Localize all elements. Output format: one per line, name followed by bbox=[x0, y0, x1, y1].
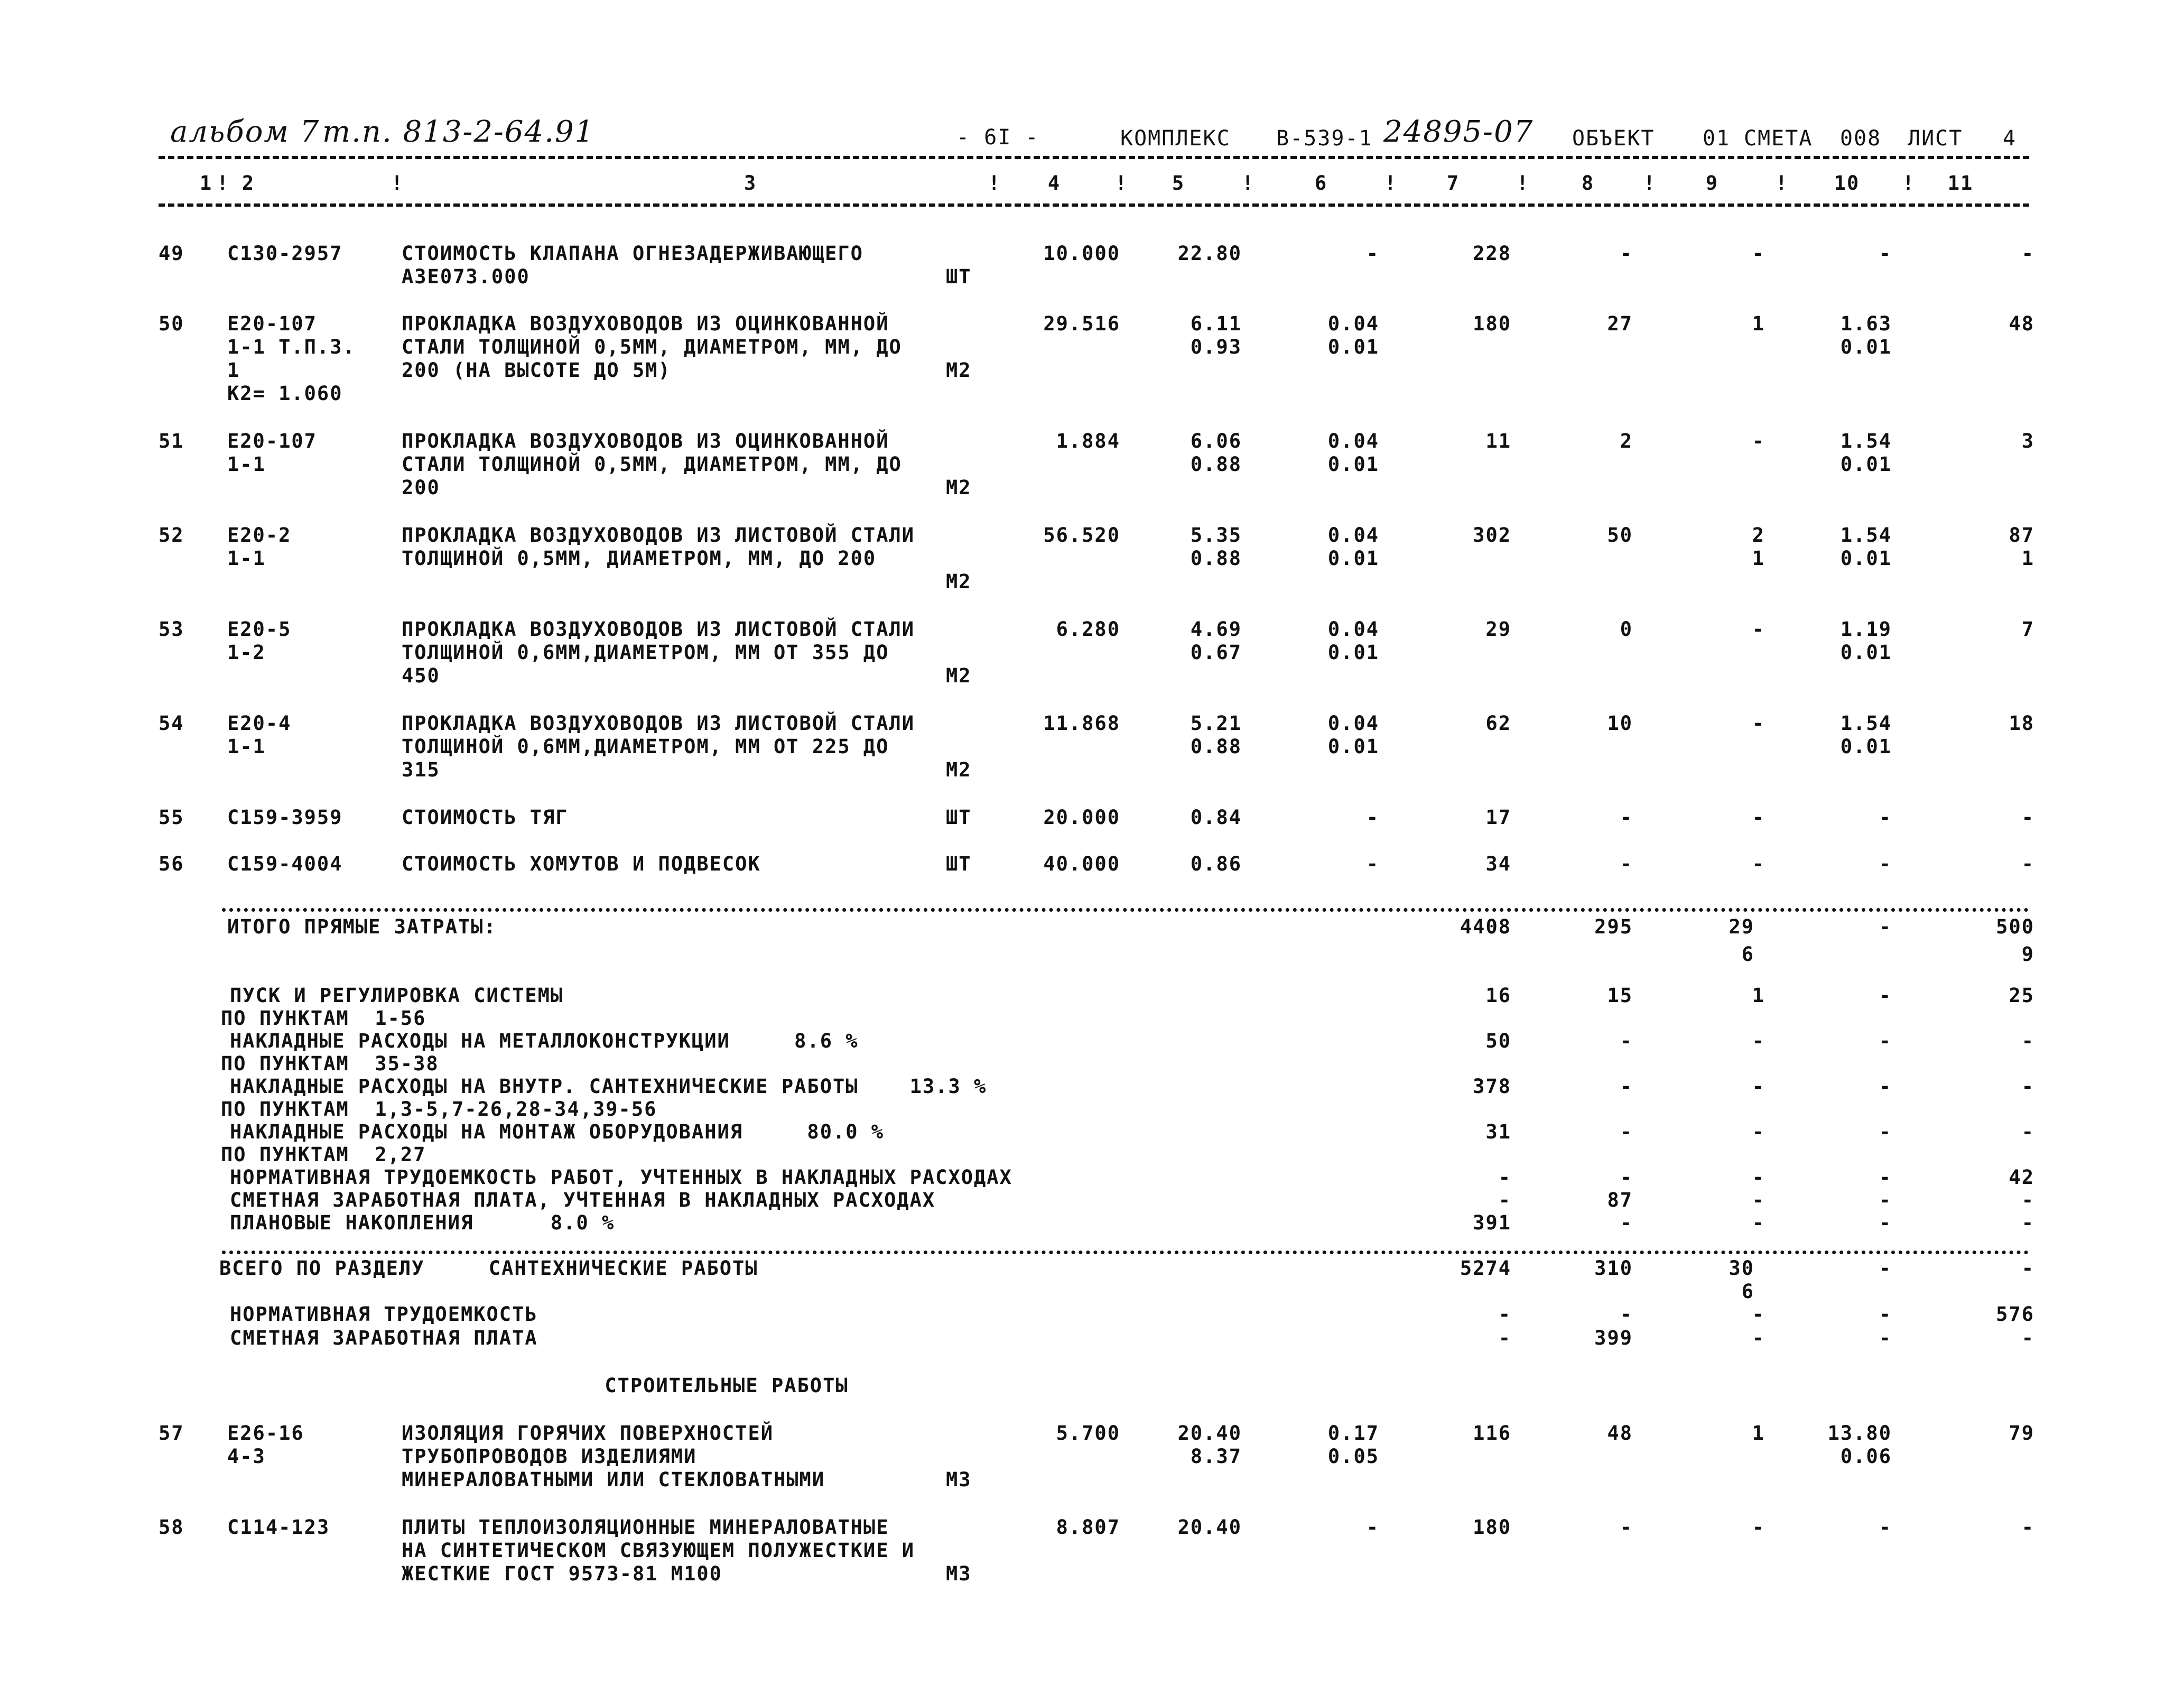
item-c6: 0.01 bbox=[1327, 453, 1379, 476]
item-number: 53 bbox=[159, 618, 184, 641]
item-c5: 0.84 bbox=[1190, 806, 1242, 829]
column-number-10: 10 bbox=[1834, 172, 1860, 195]
column-number-4: 4 bbox=[1047, 172, 1061, 195]
item-quantity: 1.884 bbox=[1056, 430, 1120, 452]
summary-c10: - bbox=[1879, 1211, 1892, 1234]
column-number-6: 6 bbox=[1314, 172, 1328, 195]
section-total-c7: 5274 bbox=[1460, 1257, 1511, 1280]
summary-c11: - bbox=[2021, 1211, 2034, 1234]
labor-line: НОРМАТИВНАЯ ТРУДОЕМКОСТЬ bbox=[230, 1303, 538, 1326]
item-c8: 10 bbox=[1607, 712, 1633, 735]
direct-costs-c11: 500 bbox=[1996, 915, 2034, 938]
object-value: 01 bbox=[1703, 126, 1731, 151]
item-c6: 0.04 bbox=[1327, 430, 1379, 452]
summary-c9: - bbox=[1752, 1166, 1765, 1189]
item-quantity: 40.000 bbox=[1043, 853, 1120, 875]
item-quantity: 6.280 bbox=[1056, 618, 1120, 641]
item-description: МИНЕРАЛОВАТНЫМИ ИЛИ СТЕКЛОВАТНЫМИ bbox=[402, 1468, 825, 1491]
item-c5: 8.37 bbox=[1190, 1445, 1242, 1468]
item-c7: 116 bbox=[1473, 1422, 1511, 1445]
item-unit: М2 bbox=[946, 664, 972, 687]
item-code: 1-1 bbox=[227, 453, 266, 476]
item-c10: 0.01 bbox=[1840, 547, 1892, 570]
complex-label: КОМПЛЕКС bbox=[1120, 126, 1231, 151]
item-code: К2= 1.060 bbox=[227, 382, 343, 405]
item-c10: 1.19 bbox=[1840, 618, 1892, 641]
item-c9: - bbox=[1752, 806, 1765, 829]
item-description: 200 bbox=[402, 476, 440, 499]
item-code: 1-1 bbox=[227, 547, 266, 570]
item-c9: - bbox=[1752, 242, 1765, 265]
summary-c10: - bbox=[1879, 1189, 1892, 1211]
labor-c7: - bbox=[1498, 1327, 1511, 1349]
summary-c10: - bbox=[1879, 1030, 1892, 1052]
direct-costs-c9: 29 bbox=[1728, 915, 1754, 938]
item-code: Е20-2 bbox=[227, 524, 292, 547]
summary-c8: - bbox=[1620, 1075, 1633, 1098]
item-c5: 4.69 bbox=[1190, 618, 1242, 641]
item-c8: - bbox=[1620, 853, 1633, 875]
summary-c9: - bbox=[1752, 1075, 1765, 1098]
item-description: 200 (НА ВЫСОТЕ ДО 5М) bbox=[402, 359, 671, 382]
item-number: 58 bbox=[159, 1516, 184, 1539]
summary-c11: 42 bbox=[2009, 1166, 2034, 1189]
item-code: 4-3 bbox=[227, 1445, 266, 1468]
summary-c11: - bbox=[2021, 1121, 2034, 1143]
item-number: 55 bbox=[159, 806, 184, 829]
item-c10: - bbox=[1879, 1516, 1892, 1539]
item-c7: 62 bbox=[1485, 712, 1511, 735]
item-description: СТОИМОСТЬ ТЯГ bbox=[402, 806, 569, 829]
summary-line: НОРМАТИВНАЯ ТРУДОЕМКОСТЬ РАБОТ, УЧТЕННЫХ В НАКЛАДНЫХ РАСХОДАХ bbox=[230, 1166, 1012, 1189]
summary-line: НАКЛАДНЫЕ РАСХОДЫ НА ВНУТР. САНТЕХНИЧЕСКИЕ РАБОТЫ 13.3 % bbox=[230, 1075, 987, 1098]
section-total-c8: 310 bbox=[1594, 1257, 1633, 1280]
labor-c7: - bbox=[1498, 1303, 1511, 1326]
item-c7: 29 bbox=[1485, 618, 1511, 641]
labor-c8: - bbox=[1620, 1303, 1633, 1326]
summary-line: НАКЛАДНЫЕ РАСХОДЫ НА МОНТАЖ ОБОРУДОВАНИЯ 80.0 % bbox=[230, 1121, 885, 1143]
item-unit: ШТ bbox=[946, 265, 972, 288]
item-c11: 79 bbox=[2009, 1422, 2034, 1445]
estimate-value: 008 bbox=[1840, 126, 1882, 151]
item-c10: 0.01 bbox=[1840, 735, 1892, 758]
item-c6: 0.05 bbox=[1327, 1445, 1379, 1468]
direct-costs-c7: 4408 bbox=[1460, 915, 1511, 938]
item-code: 1 bbox=[227, 359, 240, 382]
item-c11: 7 bbox=[2021, 618, 2034, 641]
item-description: ТРУБОПРОВОДОВ ИЗДЕЛИЯМИ bbox=[402, 1445, 697, 1468]
item-code: С159-3959 bbox=[227, 806, 343, 829]
item-c8: 48 bbox=[1607, 1422, 1633, 1445]
item-c5: 0.86 bbox=[1190, 853, 1242, 875]
summary-c7: 378 bbox=[1473, 1075, 1511, 1098]
item-number: 51 bbox=[159, 430, 184, 452]
column-separator: ! bbox=[1643, 172, 1657, 195]
section-total-label: ВСЕГО ПО РАЗДЕЛУ САНТЕХНИЧЕСКИЕ РАБОТЫ bbox=[219, 1257, 758, 1280]
summary-c10: - bbox=[1879, 1121, 1892, 1143]
item-c7: 11 bbox=[1485, 430, 1511, 452]
item-number: 50 bbox=[159, 312, 184, 335]
item-c11: 87 bbox=[2009, 524, 2034, 547]
summary-c8: - bbox=[1620, 1166, 1633, 1189]
summary-c9: - bbox=[1752, 1030, 1765, 1052]
item-number: 57 bbox=[159, 1422, 184, 1445]
labor-c8: 399 bbox=[1594, 1327, 1633, 1349]
item-c6: 0.01 bbox=[1327, 641, 1379, 664]
item-description: ПРОКЛАДКА ВОЗДУХОВОДОВ ИЗ ОЦИНКОВАННОЙ bbox=[402, 312, 889, 335]
item-description: СТОИМОСТЬ ХОМУТОВ И ПОДВЕСОК bbox=[402, 853, 761, 875]
section-total-rule bbox=[222, 1251, 2029, 1254]
summary-line: ПУСК И РЕГУЛИРОВКА СИСТЕМЫ bbox=[230, 984, 564, 1007]
item-c6: 0.01 bbox=[1327, 735, 1379, 758]
item-c9: - bbox=[1752, 712, 1765, 735]
labor-c11: 576 bbox=[1996, 1303, 2034, 1326]
item-unit: ШТ bbox=[946, 806, 972, 829]
labor-c11: - bbox=[2021, 1327, 2034, 1349]
item-c8: 27 bbox=[1607, 312, 1633, 335]
item-c11: - bbox=[2021, 853, 2034, 875]
column-separator: ! bbox=[1384, 172, 1398, 195]
section-total-c10: - bbox=[1879, 1257, 1892, 1280]
summary-c7: 391 bbox=[1473, 1211, 1511, 1234]
item-description: ПЛИТЫ ТЕПЛОИЗОЛЯЦИОННЫЕ МИНЕРАЛОВАТНЫЕ bbox=[402, 1516, 889, 1539]
item-c11: 1 bbox=[2021, 547, 2034, 570]
column-separator: ! bbox=[1776, 172, 1789, 195]
column-separator: ! bbox=[217, 172, 230, 195]
item-description: 450 bbox=[402, 664, 440, 687]
item-quantity: 8.807 bbox=[1056, 1516, 1120, 1539]
item-c6: 0.04 bbox=[1327, 712, 1379, 735]
item-c8: - bbox=[1620, 1516, 1633, 1539]
item-unit: М2 bbox=[946, 476, 972, 499]
direct-costs-c11: 9 bbox=[2021, 943, 2034, 966]
item-c7: 228 bbox=[1473, 242, 1511, 265]
summary-c8: - bbox=[1620, 1030, 1633, 1052]
item-unit: ШТ bbox=[946, 853, 972, 875]
column-number-7: 7 bbox=[1446, 172, 1460, 195]
item-c5: 0.67 bbox=[1190, 641, 1242, 664]
item-quantity: 11.868 bbox=[1043, 712, 1120, 735]
section-total-c9: 6 bbox=[1741, 1280, 1754, 1303]
item-c6: - bbox=[1366, 853, 1379, 875]
item-unit: М3 bbox=[946, 1468, 972, 1491]
summary-line: ПО ПУНКТАМ 35-38 bbox=[221, 1052, 439, 1075]
item-c9: 1 bbox=[1752, 312, 1765, 335]
item-c6: 0.01 bbox=[1327, 547, 1379, 570]
item-c10: - bbox=[1879, 853, 1892, 875]
estimate-label: СМЕТА bbox=[1744, 126, 1813, 151]
column-separator: ! bbox=[1517, 172, 1530, 195]
item-unit: М3 bbox=[946, 1562, 972, 1585]
item-description: ПРОКЛАДКА ВОЗДУХОВОДОВ ИЗ ОЦИНКОВАННОЙ bbox=[402, 430, 889, 452]
item-c8: 2 bbox=[1620, 430, 1633, 452]
item-c10: 0.01 bbox=[1840, 453, 1892, 476]
item-c5: 0.88 bbox=[1190, 547, 1242, 570]
item-code: С114-123 bbox=[227, 1516, 330, 1539]
item-c10: 1.54 bbox=[1840, 430, 1892, 452]
item-c10: 0.06 bbox=[1840, 1445, 1892, 1468]
complex-code: В-539-1 bbox=[1276, 126, 1373, 151]
item-c11: - bbox=[2021, 1516, 2034, 1539]
item-description: ПРОКЛАДКА ВОЗДУХОВОДОВ ИЗ ЛИСТОВОЙ СТАЛИ bbox=[402, 524, 915, 547]
item-c8: - bbox=[1620, 242, 1633, 265]
labor-c9: - bbox=[1752, 1327, 1765, 1349]
item-code: 1-1 bbox=[227, 735, 266, 758]
item-c10: 0.01 bbox=[1840, 641, 1892, 664]
item-c11: 48 bbox=[2009, 312, 2034, 335]
item-c7: 180 bbox=[1473, 312, 1511, 335]
item-description: ИЗОЛЯЦИЯ ГОРЯЧИХ ПОВЕРХНОСТЕЙ bbox=[402, 1422, 774, 1445]
item-description: 315 bbox=[402, 758, 440, 781]
item-unit: М2 bbox=[946, 758, 972, 781]
item-unit: М2 bbox=[946, 359, 972, 382]
header-rule-bottom bbox=[159, 203, 2029, 207]
column-separator: ! bbox=[988, 172, 1001, 195]
summary-c7: 50 bbox=[1485, 1030, 1511, 1052]
album-label: альбом 7 bbox=[170, 115, 320, 149]
summary-c10: - bbox=[1879, 1166, 1892, 1189]
item-c11: - bbox=[2021, 806, 2034, 829]
item-quantity: 56.520 bbox=[1043, 524, 1120, 547]
item-c10: 1.54 bbox=[1840, 712, 1892, 735]
item-c5: 6.11 bbox=[1190, 312, 1242, 335]
item-c5: 0.88 bbox=[1190, 453, 1242, 476]
item-quantity: 20.000 bbox=[1043, 806, 1120, 829]
sheet-number: 4 bbox=[2003, 126, 2017, 151]
item-description: ПРОКЛАДКА ВОЗДУХОВОДОВ ИЗ ЛИСТОВОЙ СТАЛИ bbox=[402, 712, 915, 735]
summary-c9: - bbox=[1752, 1211, 1765, 1234]
item-c10: 1.54 bbox=[1840, 524, 1892, 547]
item-c6: 0.04 bbox=[1327, 618, 1379, 641]
section-total-c9: 30 bbox=[1728, 1257, 1754, 1280]
summary-c8: - bbox=[1620, 1121, 1633, 1143]
item-description: СТОИМОСТЬ КЛАПАНА ОГНЕЗАДЕРЖИВАЮЩЕГО bbox=[402, 242, 863, 265]
item-c10: 13.80 bbox=[1827, 1422, 1892, 1445]
item-c9: - bbox=[1752, 1516, 1765, 1539]
section2-title: СТРОИТЕЛЬНЫЕ РАБОТЫ bbox=[605, 1374, 849, 1397]
labor-c9: - bbox=[1752, 1303, 1765, 1326]
column-number-2: 2 bbox=[241, 172, 255, 195]
summary-c7: 31 bbox=[1485, 1121, 1511, 1143]
summary-c9: 1 bbox=[1752, 984, 1765, 1007]
column-separator: ! bbox=[1115, 172, 1128, 195]
item-c5: 5.35 bbox=[1190, 524, 1242, 547]
item-c6: - bbox=[1366, 1516, 1379, 1539]
item-c8: 0 bbox=[1620, 618, 1633, 641]
summary-c11: - bbox=[2021, 1075, 2034, 1098]
summary-line: СМЕТНАЯ ЗАРАБОТНАЯ ПЛАТА, УЧТЕННАЯ В НАКЛАДНЫХ РАСХОДАХ bbox=[230, 1189, 936, 1211]
item-c6: 0.01 bbox=[1327, 336, 1379, 358]
item-number: 56 bbox=[159, 853, 184, 875]
item-c9: 2 bbox=[1752, 524, 1765, 547]
item-code: Е20-107 bbox=[227, 312, 317, 335]
item-c5: 0.88 bbox=[1190, 735, 1242, 758]
item-description: ТОЛЩИНОЙ 0,5ММ, ДИАМЕТРОМ, ММ, ДО 200 bbox=[402, 547, 877, 570]
item-c10: - bbox=[1879, 242, 1892, 265]
item-number: 49 bbox=[159, 242, 184, 265]
item-code: Е26-16 bbox=[227, 1422, 304, 1445]
column-number-8: 8 bbox=[1581, 172, 1595, 195]
summary-c7: - bbox=[1498, 1166, 1511, 1189]
direct-costs-c10: - bbox=[1879, 915, 1892, 938]
item-description: ТОЛЩИНОЙ 0,6ММ,ДИАМЕТРОМ, ММ ОТ 355 ДО bbox=[402, 641, 889, 664]
item-description: А3Е073.000 bbox=[402, 265, 530, 288]
item-c11: - bbox=[2021, 242, 2034, 265]
labor-line: СМЕТНАЯ ЗАРАБОТНАЯ ПЛАТА bbox=[230, 1327, 538, 1349]
item-c11: 3 bbox=[2021, 430, 2034, 452]
summary-c10: - bbox=[1879, 984, 1892, 1007]
item-unit: М2 bbox=[946, 570, 972, 593]
item-c9: - bbox=[1752, 430, 1765, 452]
summary-line: ПЛАНОВЫЕ НАКОПЛЕНИЯ 8.0 % bbox=[230, 1211, 615, 1234]
item-code: Е20-107 bbox=[227, 430, 317, 452]
summary-c9: - bbox=[1752, 1121, 1765, 1143]
item-description: ЖЕСТКИЕ ГОСТ 9573-81 М100 bbox=[402, 1562, 722, 1585]
item-number: 52 bbox=[159, 524, 184, 547]
item-c7: 302 bbox=[1473, 524, 1511, 547]
item-quantity: 5.700 bbox=[1056, 1422, 1120, 1445]
direct-costs-label: ИТОГО ПРЯМЫЕ ЗАТРАТЫ: bbox=[227, 915, 497, 938]
sheet-label: ЛИСТ bbox=[1908, 126, 1963, 151]
item-c6: 0.04 bbox=[1327, 312, 1379, 335]
item-c5: 5.21 bbox=[1190, 712, 1242, 735]
item-c9: 1 bbox=[1752, 1422, 1765, 1445]
item-c6: 0.04 bbox=[1327, 524, 1379, 547]
item-c10: 1.63 bbox=[1840, 312, 1892, 335]
column-number-3: 3 bbox=[744, 172, 757, 195]
summary-line: ПО ПУНКТАМ 1,3-5,7-26,28-34,39-56 bbox=[221, 1098, 657, 1121]
labor-c10: - bbox=[1879, 1327, 1892, 1349]
item-c6: - bbox=[1366, 242, 1379, 265]
item-code: Е20-4 bbox=[227, 712, 292, 735]
item-quantity: 29.516 bbox=[1043, 312, 1120, 335]
item-description: ТОЛЩИНОЙ 0,6ММ,ДИАМЕТРОМ, ММ ОТ 225 ДО bbox=[402, 735, 889, 758]
summary-line: ПО ПУНКТАМ 1-56 bbox=[221, 1007, 426, 1030]
section-total-c11: - bbox=[2021, 1257, 2034, 1280]
item-c8: - bbox=[1620, 806, 1633, 829]
column-number-1: 1 bbox=[199, 172, 213, 195]
item-code: 1-2 bbox=[227, 641, 266, 664]
item-c7: 17 bbox=[1485, 806, 1511, 829]
item-c6: 0.17 bbox=[1327, 1422, 1379, 1445]
summary-c11: - bbox=[2021, 1189, 2034, 1211]
item-c8: 50 bbox=[1607, 524, 1633, 547]
item-description: СТАЛИ ТОЛЩИНОЙ 0,5ММ, ДИАМЕТРОМ, ММ, ДО bbox=[402, 453, 902, 476]
column-number-11: 11 bbox=[1947, 172, 1974, 195]
direct-costs-c9: 6 bbox=[1741, 943, 1754, 966]
item-code: С130-2957 bbox=[227, 242, 343, 265]
direct-costs-c8: 295 bbox=[1594, 915, 1633, 938]
summary-c8: - bbox=[1620, 1211, 1633, 1234]
item-c5: 0.93 bbox=[1190, 336, 1242, 358]
header-rule-top bbox=[159, 156, 2029, 159]
item-description: СТАЛИ ТОЛЩИНОЙ 0,5ММ, ДИАМЕТРОМ, ММ, ДО bbox=[402, 336, 902, 358]
page-number: - 6I - bbox=[956, 125, 1039, 150]
summary-line: ПО ПУНКТАМ 2,27 bbox=[221, 1143, 426, 1166]
item-number: 54 bbox=[159, 712, 184, 735]
item-c9: 1 bbox=[1752, 547, 1765, 570]
object-label: ОБЪЕКТ bbox=[1572, 126, 1655, 151]
summary-c11: 25 bbox=[2009, 984, 2034, 1007]
item-c9: - bbox=[1752, 853, 1765, 875]
column-number-5: 5 bbox=[1172, 172, 1185, 195]
item-c9: - bbox=[1752, 618, 1765, 641]
item-code: Е20-5 bbox=[227, 618, 292, 641]
summary-c8: 87 bbox=[1607, 1189, 1633, 1211]
labor-c10: - bbox=[1879, 1303, 1892, 1326]
item-c10: 0.01 bbox=[1840, 336, 1892, 358]
column-separator: ! bbox=[1902, 172, 1916, 195]
tp-number: т.п. 813-2-64.91 bbox=[322, 115, 595, 149]
item-description: ПРОКЛАДКА ВОЗДУХОВОДОВ ИЗ ЛИСТОВОЙ СТАЛИ bbox=[402, 618, 915, 641]
item-c5: 20.40 bbox=[1177, 1516, 1242, 1539]
handwritten-code: 24895-07 bbox=[1383, 115, 1534, 149]
column-separator: ! bbox=[1242, 172, 1255, 195]
summary-c11: - bbox=[2021, 1030, 2034, 1052]
column-number-9: 9 bbox=[1705, 172, 1719, 195]
item-c7: 34 bbox=[1485, 853, 1511, 875]
item-c7: 180 bbox=[1473, 1516, 1511, 1539]
item-c5: 20.40 bbox=[1177, 1422, 1242, 1445]
item-c10: - bbox=[1879, 806, 1892, 829]
summary-c8: 15 bbox=[1607, 984, 1633, 1007]
summary-line: НАКЛАДНЫЕ РАСХОДЫ НА МЕТАЛЛОКОНСТРУКЦИИ 8.6 % bbox=[230, 1030, 859, 1052]
summary-c9: - bbox=[1752, 1189, 1765, 1211]
item-code: 1-1 Т.П.3. bbox=[227, 336, 356, 358]
item-quantity: 10.000 bbox=[1043, 242, 1120, 265]
column-separator: ! bbox=[391, 172, 404, 195]
item-code: С159-4004 bbox=[227, 853, 343, 875]
item-c5: 22.80 bbox=[1177, 242, 1242, 265]
direct-costs-rule bbox=[222, 908, 2029, 912]
summary-c7: 16 bbox=[1485, 984, 1511, 1007]
item-description: НА СИНТЕТИЧЕСКОМ СВЯЗУЮЩЕМ ПОЛУЖЕСТКИЕ И bbox=[402, 1539, 915, 1562]
item-c6: - bbox=[1366, 806, 1379, 829]
summary-c10: - bbox=[1879, 1075, 1892, 1098]
summary-c7: - bbox=[1498, 1189, 1511, 1211]
item-c5: 6.06 bbox=[1190, 430, 1242, 452]
item-c11: 18 bbox=[2009, 712, 2034, 735]
